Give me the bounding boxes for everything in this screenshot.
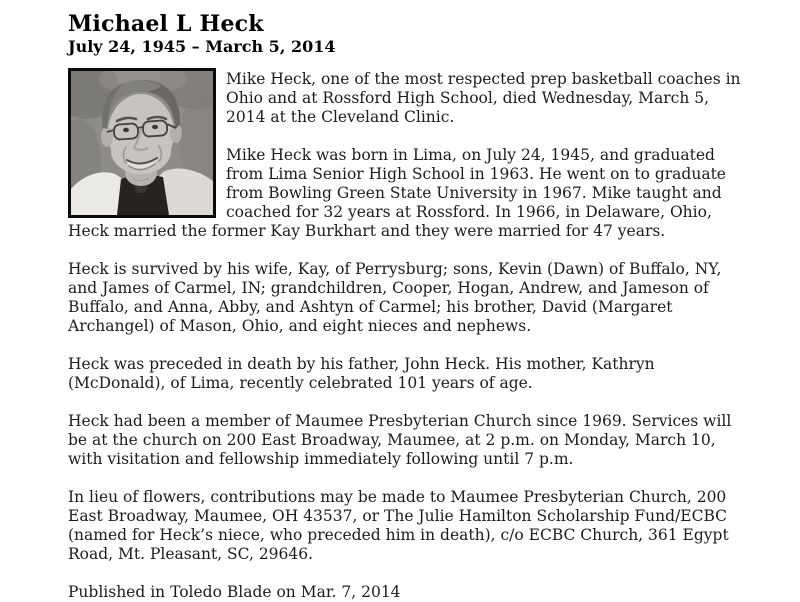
obituary-paragraph-3: Heck is survived by his wife, Kay, of Perrysburg; sons, Kevin (Dawn) of Buffalo, NY, and James of Carmel, IN; grandchildren, Cooper, Hogan, Andrew, and Jameson of Buffalo, and Anna, Abby, and Ashtyn of Carmel; his brother, David (Margaret Archangel) of Mason, Ohio, and eight nieces and nephews. <box>68 260 722 335</box>
publication-line: Published in Toledo Blade on Mar. 7, 2014 <box>68 583 401 601</box>
portrait-photo-graphic <box>71 71 213 215</box>
obituary-paragraph-4: Heck was preceded in death by his father, John Heck. His mother, Kathryn (McDonald), of Lima, recently celebrated 101 years of age. <box>68 355 655 392</box>
life-dates: July 24, 1945 – March 5, 2014 <box>68 37 336 56</box>
obituary-paragraph-5: Heck had been a member of Maumee Presbyterian Church since 1969. Services will be at the church on 200 East Broadway, Maumee, at 2 p.m. on Monday, March 10, with visitation and fellowship immediately following until 7 p.m. <box>68 412 732 468</box>
obituary-paragraph-6: In lieu of flowers, contributions may be made to Maumee Presbyterian Church, 200 East Broadway, Maumee, OH 43537, or The Julie Hamilton Scholarship Fund/ECBC (named for Heck’s niece, who preceded him in death), c/o ECBC Church, 361 Egypt Road, Mt. Pleasant, SC, 29646. <box>68 488 729 563</box>
obituary-body <box>68 70 742 602</box>
obituary-paragraph-1: Mike Heck, one of the most respected prep basketball coaches in Ohio and at Rossford High School, died Wednesday, March 5, 2014 at the Cleveland Clinic. <box>226 70 741 126</box>
portrait-photo <box>68 68 216 218</box>
obituary-paragraph-2: Mike Heck was born in Lima, on July 24, 1945, and graduated from Lima Senior High School in 1963. He went on to graduate from Bowling Green State University in 1967. Mike taught and coached for 32 years at Rossford. In 1966, in Delaware, Ohio, Heck married the former Kay Burkhart and they were married for 47 years. <box>68 146 726 240</box>
page-title: Michael L Heck <box>68 11 264 37</box>
